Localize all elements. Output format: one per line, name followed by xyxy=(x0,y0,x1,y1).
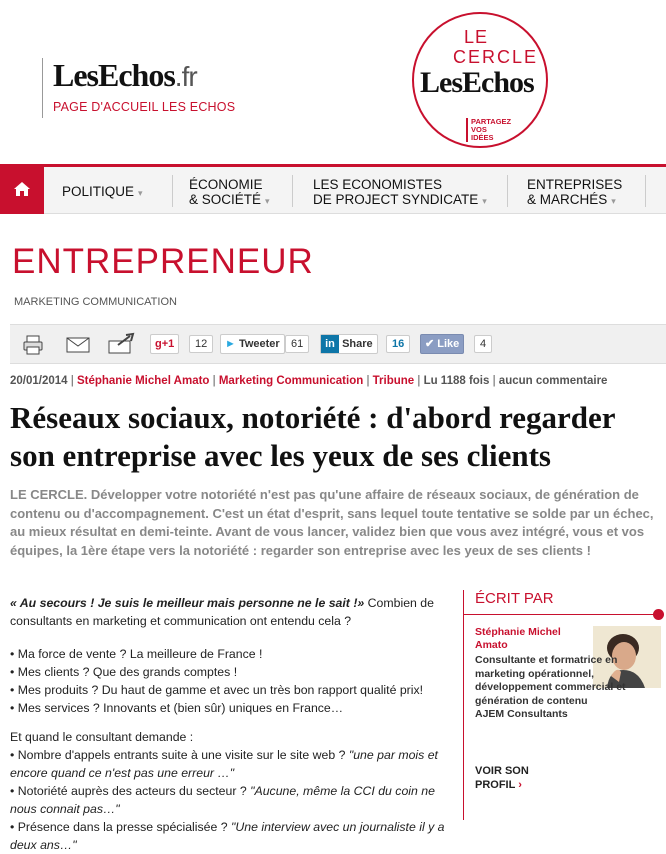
chevron-down-icon: ▾ xyxy=(265,196,270,206)
chevron-down-icon: ▾ xyxy=(611,196,616,206)
linkedin-icon: in xyxy=(321,335,339,353)
cercle-word-text: CERCLE xyxy=(453,47,539,67)
nav-home-button[interactable] xyxy=(0,167,44,214)
intro-paragraph: « Au secours ! Je suis le meilleur mais personne ne le sait !» Combien de consultants en marketing et communication ont entendu cela ? xyxy=(10,596,434,628)
linkedin-count: 16 xyxy=(386,335,410,353)
list-item: • Nombre d'appels entrants suite à une visite sur le site web ? "une par mois et encore quand ce n'est pas une erreur …" xyxy=(10,748,438,780)
article-date: 20/01/2014 xyxy=(10,375,68,387)
le-cercle-logo[interactable] xyxy=(412,12,548,148)
nav-divider xyxy=(645,175,646,207)
author-company: AJEM Consultants xyxy=(475,708,568,720)
like-count: 4 xyxy=(474,335,492,353)
home-page-link[interactable]: PAGE D'ACCUEIL LES ECHOS xyxy=(53,100,236,114)
article-lead: LE CERCLE. Développer votre notoriété n'est pas qu'une affaire de réseaux sociaux, de génération de contenu ou d'accompagnement. C'est un état d'esprit, sans lequel toute tentative se solde par un échec, au mieux résultat en demi-teinte. Avant de vous lancer, validez bien que vous avez intégré, vous et vos équipes, la 1ère étape vers la notoriété : regarder son entreprise avec les yeux de ses clients ! xyxy=(10,487,654,558)
tweet-button[interactable]: ► Tweeter xyxy=(220,334,285,354)
nav-item-economie[interactable]: ÉCONOMIE & SOCIÉTÉ ▾ xyxy=(189,177,270,207)
nav-item-politique[interactable]: POLITIQUE ▾ xyxy=(62,184,143,199)
nav-divider xyxy=(507,175,508,207)
list-item: • Ma force de vente ? La meilleure de France ! xyxy=(10,647,263,661)
subrubric-label[interactable]: MARKETING COMMUNICATION xyxy=(14,296,177,308)
author-box xyxy=(463,590,666,791)
share-folder-icon[interactable] xyxy=(108,333,136,355)
main-nav xyxy=(0,164,666,214)
article-body xyxy=(10,594,450,854)
author-description: Consultante et formatrice en marketing opérationnel, développement commercial et génération de contenu AJEM Consultants xyxy=(475,654,635,722)
author-box-divider xyxy=(463,614,663,615)
type-link[interactable]: Tribune xyxy=(372,375,415,387)
cercle-le-text: LE xyxy=(464,27,489,47)
cercle-brand-text: LesEchos xyxy=(420,66,534,99)
read-count: Lu 1188 fois xyxy=(423,375,490,387)
nav-divider xyxy=(292,175,293,207)
tweet-count: 61 xyxy=(285,335,309,353)
author-box-border xyxy=(463,590,464,820)
gplus-icon: g xyxy=(155,338,162,350)
email-icon[interactable] xyxy=(66,337,90,353)
thumbs-up-icon: ✔ xyxy=(425,338,435,350)
author-box-dot xyxy=(653,609,664,620)
list-item: • Présence dans la presse spécialisée ? "Une interview avec un journaliste il y a deux ans…" xyxy=(10,820,445,852)
comments-link[interactable]: aucun commentaire xyxy=(498,375,608,387)
list-item: • Mes services ? Innovants et (bien sûr) uniques en France… xyxy=(10,701,344,715)
facebook-like-button[interactable]: ✔ Like xyxy=(420,334,464,354)
category-link[interactable]: Marketing Communication xyxy=(218,375,364,387)
nav-item-entreprises[interactable]: ENTREPRISES & MARCHÉS ▾ xyxy=(527,177,623,207)
rubric-title[interactable]: ENTREPRENEUR xyxy=(12,242,314,281)
linkedin-share-button[interactable]: in Share xyxy=(320,334,378,354)
gplus-count: 12 xyxy=(189,335,213,353)
article-meta: 20/01/2014 | Stéphanie Michel Amato | Marketing Communication | Tribune | Lu 1188 fois | aucun commentaire xyxy=(10,375,608,387)
cercle-tagline: PARTAGEZ VOS IDÉES xyxy=(466,118,511,142)
lesechos-logo[interactable] xyxy=(42,58,235,118)
article-title: Réseaux sociaux, notoriété : d'abord regarder son entreprise avec les yeux de ses clients xyxy=(10,400,615,473)
list-item: • Mes clients ? Que des grands comptes ! xyxy=(10,665,238,679)
logo-brand-text: LesEchos.fr xyxy=(53,57,197,93)
home-icon xyxy=(13,181,31,197)
twitter-bird-icon: ► xyxy=(225,338,236,350)
view-profile-link[interactable]: VOIR SON PROFIL › xyxy=(475,765,529,791)
chevron-down-icon: ▾ xyxy=(482,196,487,206)
chevron-right-icon: › xyxy=(518,779,522,791)
author-box-heading: ÉCRIT PAR xyxy=(475,590,554,607)
consultant-intro: Et quand le consultant demande : xyxy=(10,730,194,744)
chevron-down-icon: ▾ xyxy=(138,188,143,198)
author-link[interactable]: Stéphanie Michel Amato xyxy=(76,375,210,387)
author-name-link[interactable]: Stéphanie Michel Amato xyxy=(475,626,561,651)
nav-item-economistes[interactable]: LES ECONOMISTES DE PROJECT SYNDICATE ▾ xyxy=(313,177,487,207)
print-icon[interactable] xyxy=(22,335,44,355)
nav-divider xyxy=(172,175,173,207)
gplus-button[interactable]: g+1 xyxy=(150,334,179,354)
list-item: • Mes produits ? Du haut de gamme et avec un très bon rapport qualité prix! xyxy=(10,683,424,697)
list-item: • Notoriété auprès des acteurs du secteur ? "Aucune, même la CCI du coin ne nous connait pas…" xyxy=(10,784,435,816)
share-toolbar xyxy=(10,324,666,364)
